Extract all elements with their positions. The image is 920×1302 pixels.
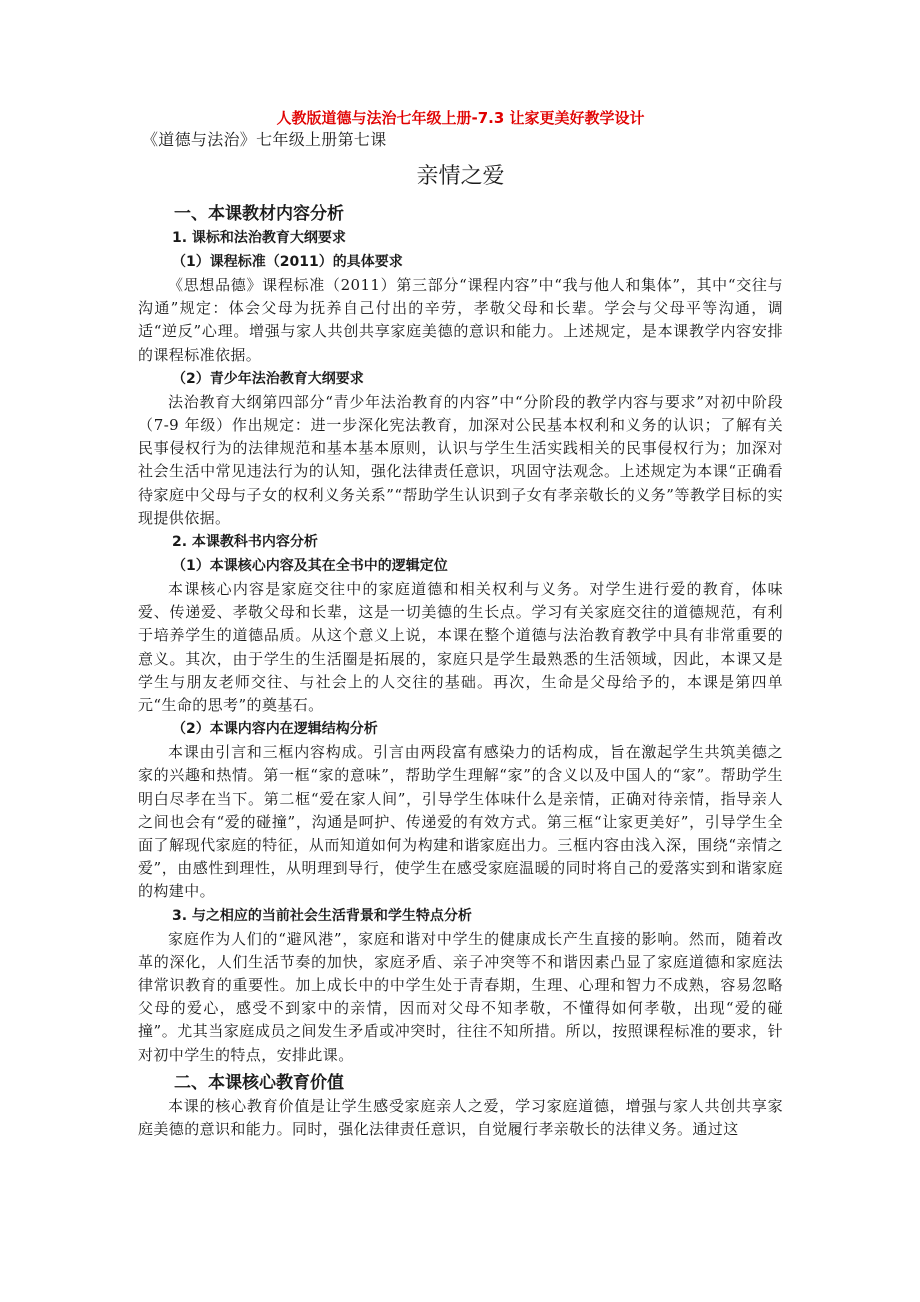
subsubsection-heading-1-2-1: （1）本课核心内容及其在全书中的逻辑定位 <box>172 558 448 575</box>
subsection-heading-1-2: 2. 本课教科书内容分析 <box>172 534 318 551</box>
paragraph-core-value: 本课的核心教育价值是让学生感受家庭亲人之爱，学习家庭道德，增强与家人共创共享家庭美德的意识和能力。同时，强化法律责任意识，自觉履行孝亲敬长的法律义务。通过这 <box>138 1096 783 1139</box>
subsubsection-heading-1-1-1: （1）课程标准（2011）的具体要求 <box>172 254 403 270</box>
subsubsection-heading-1-2-2: （2）本课内容内在逻辑结构分析 <box>172 721 378 738</box>
paragraph-legal-education-outline: 法治教育大纲第四部分“青少年法治教育的内容”中“分阶段的教学内容与要求”对初中阶段（7-9 年级）作出规定：进一步深化宪法教育，加深对公民基本权利和义务的认识；了解有关民事侵权行为的法律规范和基本基本原则，认识与学生生活实践相关的民事侵权行为；加深对社会生活中常见违法行为的认知，强化法律责任意识，巩固守法观念。上述规定为本课“正确看待家庭中父母与子女的权利义务关系”“帮助学生认识到子女有孝亲敬长的义务”等教学目标的实现提供依据。 <box>138 392 783 527</box>
paragraph-core-content: 本课核心内容是家庭交往中的家庭道德和相关权利与义务。对学生进行爱的教育，体味爱、传递爱、孝敬父母和长辈，这是一切美德的生长点。学习有关家庭交往的道德规范，有利于培养学生的道德品质。从这个意义上说，本课在整个道德与法治教育教学中具有非常重要的意义。其次，由于学生的生活圈是拓展的，家庭只是学生最熟悉的生活领域，因此，本课又是学生与朋友老师交往、与社会上的人交往的基础。再次，生命是父母给予的，本课是第四单元“生命的思考”的奠基石。 <box>138 580 783 715</box>
subsection-heading-1-1: 1. 课标和法治教育大纲要求 <box>172 230 346 246</box>
paragraph-social-background: 家庭作为人们的“避风港”，家庭和谐对中学生的健康成长产生直接的影响。然而，随着改革的深化，人们生活节奏的加快，家庭矛盾、亲子冲突等不和谐因素凸显了家庭道德和家庭法律常识教育的重要性。加上成长中的中学生处于青春期，生理、心理和智力不成熟，容易忽略父母的爱心，感受不到家中的亲情，因而对父母不知孝敬，不懂得如何孝敬，出现“爱的碰撞”。尤其当家庭成员之间发生矛盾或冲突时，往往不知所措。所以，按照课程标准的要求，针对初中学生的特点，安排此课。 <box>138 929 783 1064</box>
paragraph-curriculum-standard: 《思想品德》课程标准（2011）第三部分“课程内容”中“我与他人和集体”，其中“交往与沟通”规定：体会父母为抚养自己付出的辛劳，孝敬父母和长辈。学会与父母平等沟通，调适“逆反”心理。增强与家人共创共享家庭美德的意识和能力。上述规定，是本课教学内容安排的课程标准依据。 <box>138 276 783 364</box>
subsubsection-heading-1-1-2: （2）青少年法治教育大纲要求 <box>172 370 364 387</box>
paragraph-logic-structure: 本课由引言和三框内容构成。引言由两段富有感染力的话构成，旨在激起学生共筑美德之家的兴趣和热情。第一框“家的意味”，帮助学生理解“家”的含义以及中国人的“家”。帮助学生明白尽孝在当下。第二框“爱在家人间”，引导学生体味什么是亲情，正确对待亲情，指导亲人之间也会有“爱的碰撞”，沟通是呵护、传递爱的有效方式。第三框“让家更美好”，引导学生全面了解现代家庭的特征，从而知道如何为构建和谐家庭出力。三框内容由浅入深，围绕“亲情之爱”，由感性到理性，从明理到导行，使学生在感受家庭温暖的同时将自己的爱落实到和谐家庭的构建中。 <box>138 743 783 901</box>
subsection-heading-1-3: 3. 与之相应的当前社会生活背景和学生特点分析 <box>172 907 472 924</box>
document-subtitle: 《道德与法治》七年级上册第七课 <box>142 130 387 149</box>
section-heading-2: 二、本课核心教育价值 <box>174 1072 344 1093</box>
document-title: 人教版道德与法治七年级上册-7.3 让家更美好教学设计 <box>276 109 645 127</box>
lesson-title: 亲情之爱 <box>416 164 505 189</box>
section-heading-1: 一、本课教材内容分析 <box>174 204 344 224</box>
document-page <box>138 108 783 1141</box>
